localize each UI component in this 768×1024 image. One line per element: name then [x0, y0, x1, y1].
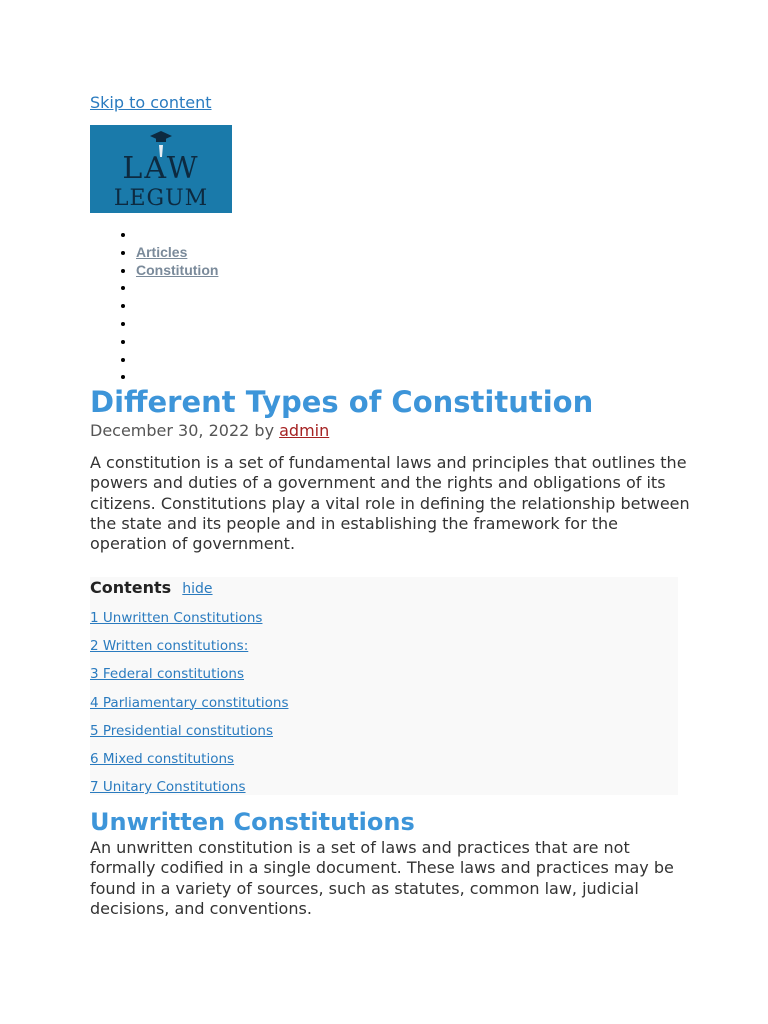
toc-link-presidential[interactable]: 5 Presidential constitutions [90, 722, 273, 739]
post-intro: A constitution is a set of fundamental laws and principles that outlines the powers and duties of a government and the rights and obligations of its citizens. Constitutions play a vital role in defining the relationship between the state and its people and in establishing the framework for the operation of government. [90, 453, 690, 554]
nav-item [136, 315, 218, 333]
nav-item [136, 333, 218, 351]
nav-link-constitution[interactable]: Constitution [136, 261, 219, 278]
toc-link-federal[interactable]: 3 Federal constitutions [90, 666, 245, 683]
toc-hide-toggle[interactable]: hide [182, 581, 213, 597]
logo-text-legum: LEGUM [113, 186, 209, 211]
nav-item [136, 226, 218, 244]
nav-item-articles [136, 244, 218, 262]
toc-header [90, 577, 213, 599]
nav-item [136, 297, 218, 315]
post-date: December 30, 2022 [90, 421, 250, 440]
skip-to-content-link[interactable]: Skip to content [90, 93, 212, 112]
toc-link-mixed[interactable]: 6 Mixed constitutions [90, 750, 235, 767]
toc-link-unwritten[interactable]: 1 Unwritten Constitutions [90, 610, 263, 626]
toc-item [90, 720, 288, 748]
table-of-contents [90, 577, 678, 795]
post-by-label: by [254, 421, 275, 440]
post-author-link[interactable]: admin [279, 421, 330, 440]
post-meta [90, 420, 329, 442]
toc-link-written[interactable]: 2 Written constitutions: [90, 638, 249, 655]
section-title: Unwritten Constitutions [90, 808, 415, 836]
toc-item [90, 748, 288, 776]
toc-item [90, 776, 288, 804]
toc-link-parliamentary[interactable]: 4 Parliamentary constitutions [90, 694, 289, 711]
toc-title: Contents [90, 578, 172, 597]
nav-link-articles[interactable]: Articles [136, 243, 188, 260]
toc-item [90, 607, 288, 635]
nav-item-constitution [136, 262, 218, 280]
toc-item [90, 663, 288, 691]
section-body: An unwritten constitution is a set of laws and practices that are not formally codified in a single document. These laws and practices may be found in a variety of sources, such as statutes, common law, judicial decisions, and conventions. [90, 838, 674, 918]
law-legum-logo-icon [90, 125, 232, 213]
site-logo[interactable] [90, 125, 232, 213]
main-navigation [90, 226, 218, 386]
nav-item [136, 279, 218, 297]
logo-text-law: LAW [122, 151, 200, 186]
post-title: Different Types of Constitution [90, 385, 594, 419]
toc-item [90, 692, 288, 720]
nav-item [136, 351, 218, 369]
toc-link-unitary[interactable]: 7 Unitary Constitutions [90, 779, 246, 796]
toc-item [90, 635, 288, 663]
toc-list [90, 607, 288, 804]
